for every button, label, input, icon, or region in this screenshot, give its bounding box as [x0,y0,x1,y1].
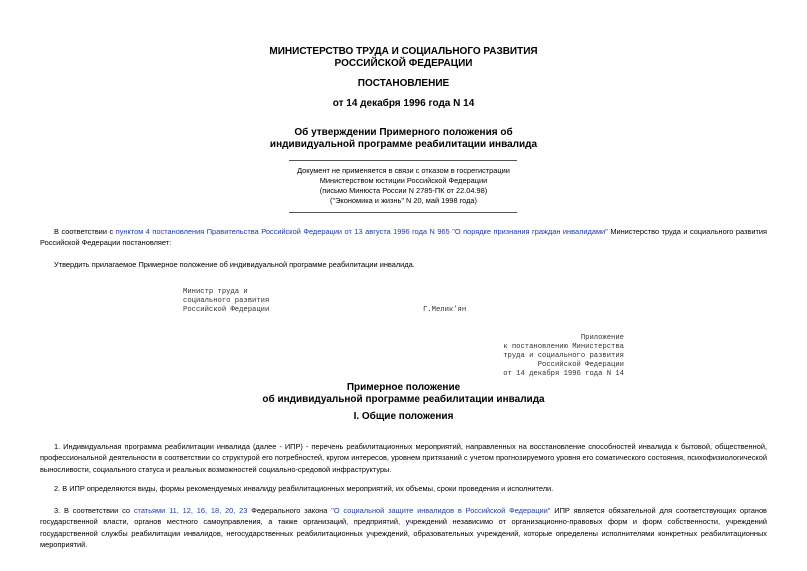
decree-965-link[interactable]: пунктом 4 постановления Правительства Российской Федерации от 13 августа 1996 года N 965 "О порядке признания граждан инвалидами" [115,227,608,236]
notice-line-1: Документ не применяется в связи с отказом в госрегистрации [297,166,510,175]
item-3-prefix: 3. В соответствии со [54,506,134,515]
appendix-line-4: Российской Федерации [537,361,624,369]
doc-title-line-2: индивидуальной программе реабилитации инвалида [269,139,538,150]
doc-type: ПОСТАНОВЛЕНИЕ [357,78,450,89]
ministry-line-2: РОССИЙСКОЙ ФЕДЕРАЦИИ [334,58,473,69]
appendix-line-2: к постановлению Министерства [503,343,624,351]
preamble-prefix: В соответствии с [54,227,116,236]
signature-position-line-3: Российской Федерации [183,306,270,314]
doc-title-line-1: Об утверждении Примерного положения об [294,127,513,138]
preamble-paragraph [40,226,767,249]
law-articles-link[interactable]: статьями 11, 12, 16, 18, 20, 23 [133,506,248,515]
notice-line-2: Министерством юстиции Российской Федерации [319,176,488,185]
notice-line-4: ("Экономика и жизнь" N 20, май 1998 года) [330,196,477,205]
approve-paragraph: Утвердить прилагаемое Примерное положение об индивидуальной программе реабилитации инвалида. [54,260,415,269]
item-3 [40,505,767,551]
regulation-title-line-2: об индивидуальной программе реабилитации инвалида [262,394,545,405]
item-1: 1. Индивидуальная программа реабилитации инвалида (далее - ИПР) - перечень реабилитационных мероприятий, направленных на восстановление способностей инвалида к бытовой, общественной, профессиональной деятельности в соответствии со структурой его потребностей, кругом интересов, уровнем притязаний с учетом прогнозируемого уровня его соматического состояния, психофизиологической выносливости, социального статуса и реальных возможностей социально-средовой инфраструктуры. [40,442,767,474]
appendix-line-5: от 14 декабря 1996 года N 14 [503,370,624,378]
notice-line-3: (письмо Минюста России N 2785-ПК от 22.04.98) [319,186,488,195]
notice-top-rule [289,160,517,161]
ministry-line-1: МИНИСТЕРСТВО ТРУДА И СОЦИАЛЬНОГО РАЗВИТИЯ [269,46,538,57]
regulation-title-line-1: Примерное положение [346,382,461,393]
signature-name: Г.Мелик’ян [423,306,467,314]
signature-position-line-2: социального развития [183,297,270,305]
appendix-line-3: труда и социального развития [503,352,624,360]
preamble-suffix: Министерство труда и социального развития Российской Федерации постановляет: [40,227,768,248]
item-3-mid: Федерального закона [247,506,332,515]
signature-position-line-1: Министр труда и [183,288,248,296]
item-2: 2. В ИПР определяются виды, формы рекомендуемых инвалиду реабилитационных мероприятий, их объемы, сроки проведения и исполнители. [54,484,554,493]
notice-bottom-rule [289,212,517,213]
social-protection-law-link[interactable]: "О социальной защите инвалидов в Российской Федерации" [331,506,551,515]
doc-date: от 14 декабря 1996 года N 14 [332,98,475,109]
appendix-line-1: Приложение [580,334,624,342]
item-3-suffix: ИПР является обязательной для соответствующих органов государственной власти, органов местного самоуправления, а также организаций, предприятий, учреждений независимо от организационно-правовых форм и форм собственности, учреждений государственной службы реабилитации инвалидов, негосударственных реабилитационных учреждений, образовательных учреждений, которые определены исполнителями конкретных реабилитационных мероприятий. [40,506,767,550]
section-1-heading: I. Общие положения [353,411,454,422]
